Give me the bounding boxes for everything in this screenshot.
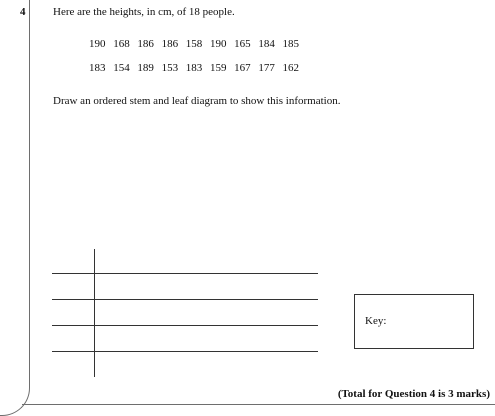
answer-line-3 xyxy=(52,325,318,326)
key-box[interactable] xyxy=(354,294,474,349)
question-number: 4 xyxy=(20,6,26,18)
answer-line-4 xyxy=(52,351,318,352)
heights-row-1 xyxy=(89,38,307,50)
height-value: 167 xyxy=(234,62,251,74)
stem-leaf-divider-line xyxy=(94,249,95,377)
total-marks: (Total for Question 4 is 3 marks) xyxy=(337,388,490,400)
height-value: 186 xyxy=(137,38,154,50)
height-value: 158 xyxy=(185,38,203,50)
height-value: 190 xyxy=(209,38,227,50)
height-value: 177 xyxy=(258,62,275,74)
question-text: Here are the heights, in cm, of 18 people. xyxy=(53,6,235,18)
height-value: 162 xyxy=(282,62,299,74)
height-value: 154 xyxy=(113,62,130,74)
height-value: 153 xyxy=(161,62,179,74)
height-value: 168 xyxy=(113,38,130,50)
height-value: 190 xyxy=(89,38,106,50)
page-margin-border xyxy=(0,0,30,416)
answer-line-2 xyxy=(52,299,318,300)
height-value: 159 xyxy=(209,62,227,74)
bottom-rule xyxy=(22,404,495,405)
instruction-text: Draw an ordered stem and leaf diagram to show this information. xyxy=(53,95,341,107)
height-value: 183 xyxy=(89,62,106,74)
height-value: 183 xyxy=(185,62,203,74)
height-value: 165 xyxy=(234,38,251,50)
key-label: Key: xyxy=(365,315,387,327)
height-value: 184 xyxy=(258,38,275,50)
answer-line-1 xyxy=(52,273,318,274)
height-value: 185 xyxy=(282,38,299,50)
heights-row-2 xyxy=(89,62,307,74)
height-value: 186 xyxy=(161,38,179,50)
height-value: 189 xyxy=(137,62,154,74)
